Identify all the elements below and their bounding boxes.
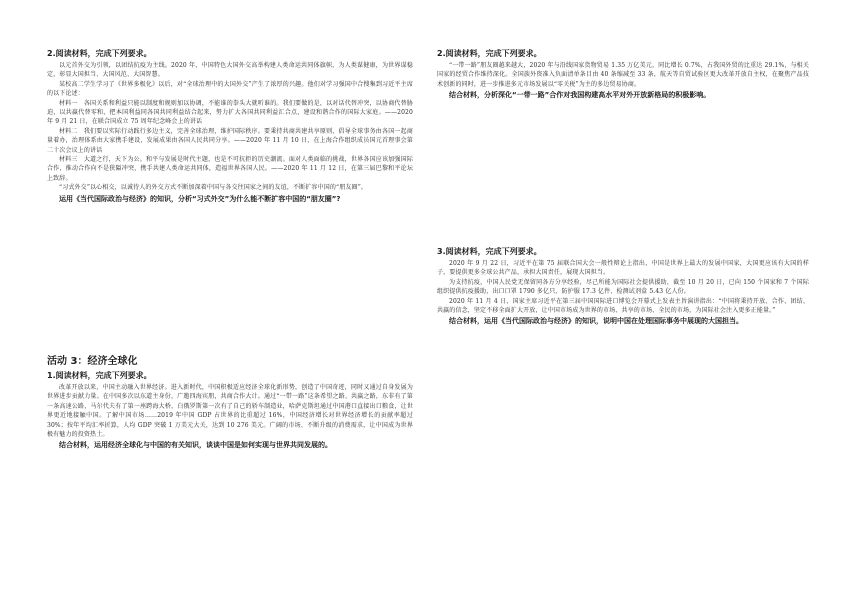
- paragraph: 2020 年 11 月 4 日，国家主席习近平在第三届中国国际进口博览会开幕式上发表主旨演讲指出：“中国将秉持开放、合作、团结、共赢的信念，坚定不移全面扩大开放，让中国市场成为世界的市场、共享的市场、全民的市场，为国际社会注入更多正能量。”: [437, 297, 809, 315]
- question-title: 1.阅读材料，完成下列要求。: [47, 371, 152, 380]
- question-task: 运用《当代国际政治与经济》的知识，分析“习式外交”为什么能不断扩容中国的“朋友圈”?: [59, 194, 341, 203]
- activity-3: [47, 355, 413, 450]
- material-three: 材料三 大道之行，天下为公。和平与发展是时代主题，也是不可抗拒的历史潮流。面对人类面临的挑战，世界各国应该加强国际合作，推动合作向不是狭隘冲突，携手共建人类命运共同体，造福世界各国人民。——2020 年 11 月 12 日，在第三届巴黎和平论坛上致辞。: [47, 156, 413, 182]
- question-task: 结合材料，运用经济全球化与中国的有关知识，谈谈中国是如何实现与世界共同发展的。: [59, 441, 332, 450]
- question-title: 2.阅读材料，完成下列要求。: [437, 49, 542, 58]
- question-task: 结合材料，运用《当代国际政治与经济》的知识，说明中国在处理国际事务中展现的大国担当。: [449, 317, 743, 326]
- paragraph: 某校高二学生学习了《世界多极化》以后，对“全球治理中的大国外交”产生了浓厚的兴趣。他们对学习强国中合搜集到习近平主席的以下论述：: [47, 80, 413, 98]
- paragraph: 以元首外交为引领，以团结抗疫为主线。2020 年，中国特色大国外交高举构建人类命运共同体旗帜，为人类谋健康，为世界谋稳定，彰显大国担当、大国风范、大国智慧。: [47, 62, 413, 79]
- question-title: 3.阅读材料，完成下列要求。: [437, 247, 542, 256]
- question-2-left: [47, 48, 413, 204]
- paragraph: 为支持抗疫，中国人民党无保留同各方分享经验，尽己所能为国际社会提供援助，截至 10 月 20 日，已向 150 个国家和 7 个国际组织提供抗疫援助，出口口罩 1790 多亿只、防护服 17.3 亿件、检测试剂盒 5.43 亿人份。: [437, 278, 809, 296]
- paragraph: “一带一路”朋友圈越来越大，2020 年与沿线国家货物贸易 1.35 万亿美元，同比增长 0.7%，占我国外贸的比重达 29.1%，与相关国家的经贸合作维持深化。全国族外资准入负面清单条目由 40 条缩减至 33 条，航天等自贸试验区更大改革开放自主权，在聚焦产品技术创新的同时，进一步推进多元市场发展以“零关税”为主的多边贸易协商。: [437, 62, 809, 88]
- paragraph: 2020 年 9 月 22 日，习近平在第 75 届联合国大会一般性辩论上指出，中国是世界上最大的发展中国家，大国更应该有大国的样子，要提供更多全球公共产品，承担大国责任，展现大国担当。: [437, 260, 809, 277]
- paragraph: “习式外交”以心相交，以诚待人的外交方式不断加深着中国与各交往国家之间的友谊，不断扩容中国的“朋友圈”。: [59, 184, 368, 192]
- material-two: 材料二 我们要以实际行动践行多边主义，完善全球治理，维护国际秩序。要秉持共商共建共享原则，倡导全球事务由各国一起商量着办，治理体系由大家携手建设，发展成果由各国人民共同分享。——2020 年 11 月 10 日，在上海合作组织成员国元首理事会第二十次会议上的讲话: [47, 127, 413, 154]
- question-task: 结合材料，分析深化“一带一路”合作对我国构建高水平对外开放新格局的积极影响。: [449, 91, 711, 100]
- question-3-right: [437, 246, 809, 326]
- question-title: 2.阅读材料，完成下列要求。: [47, 49, 152, 58]
- activity-title: 活动 3：经济全球化: [47, 356, 138, 367]
- paragraph: 改革开放以来，中国主动融入世界经济。进入新时代，中国积极适应经济全球化新形势，创造了中国奇迹，同时又通过自身发展为世界进步贡献力量。在中国多次以东道主身份，广邀四海宾朋，共商合作大计。通过“一带一路”这条希望之路、共赢之路，东非有了第一条高速公路，马尔代夫有了第一座跨海大桥，白俄罗斯第一次有了自己的轿车制造业，哈萨克斯坦通过中国港口直接出口粮食，让世界更近地接触中国。了解中国市场……2019 年中国 GDP 占世界的比重超过 16%，中国经济增长对世界经济增长的贡献率超过 30%；按年平均汇率折算，人均 GDP 突破 1 万美元大关，达到 10 276 美元。广阔的市场、不断升级的消费需求，让中国成为世界极有魅力的投资热土。: [47, 384, 413, 439]
- material-one: 材料一 各国关系和利益只能以制度和规则加以协调，不能谁的拳头大就听谁的。我们要做的是，以对话代替冲突，以协商代替胁迫，以共赢代替零和，把本国利益同各国共同利益结合起来，努力扩大各国共同利益汇合点，建设和谐合作的国际大家庭。——2020 年 9 月 21 日，在联合国成立 75 周年纪念峰会上的讲话: [47, 99, 413, 126]
- question-2-right: [437, 48, 809, 100]
